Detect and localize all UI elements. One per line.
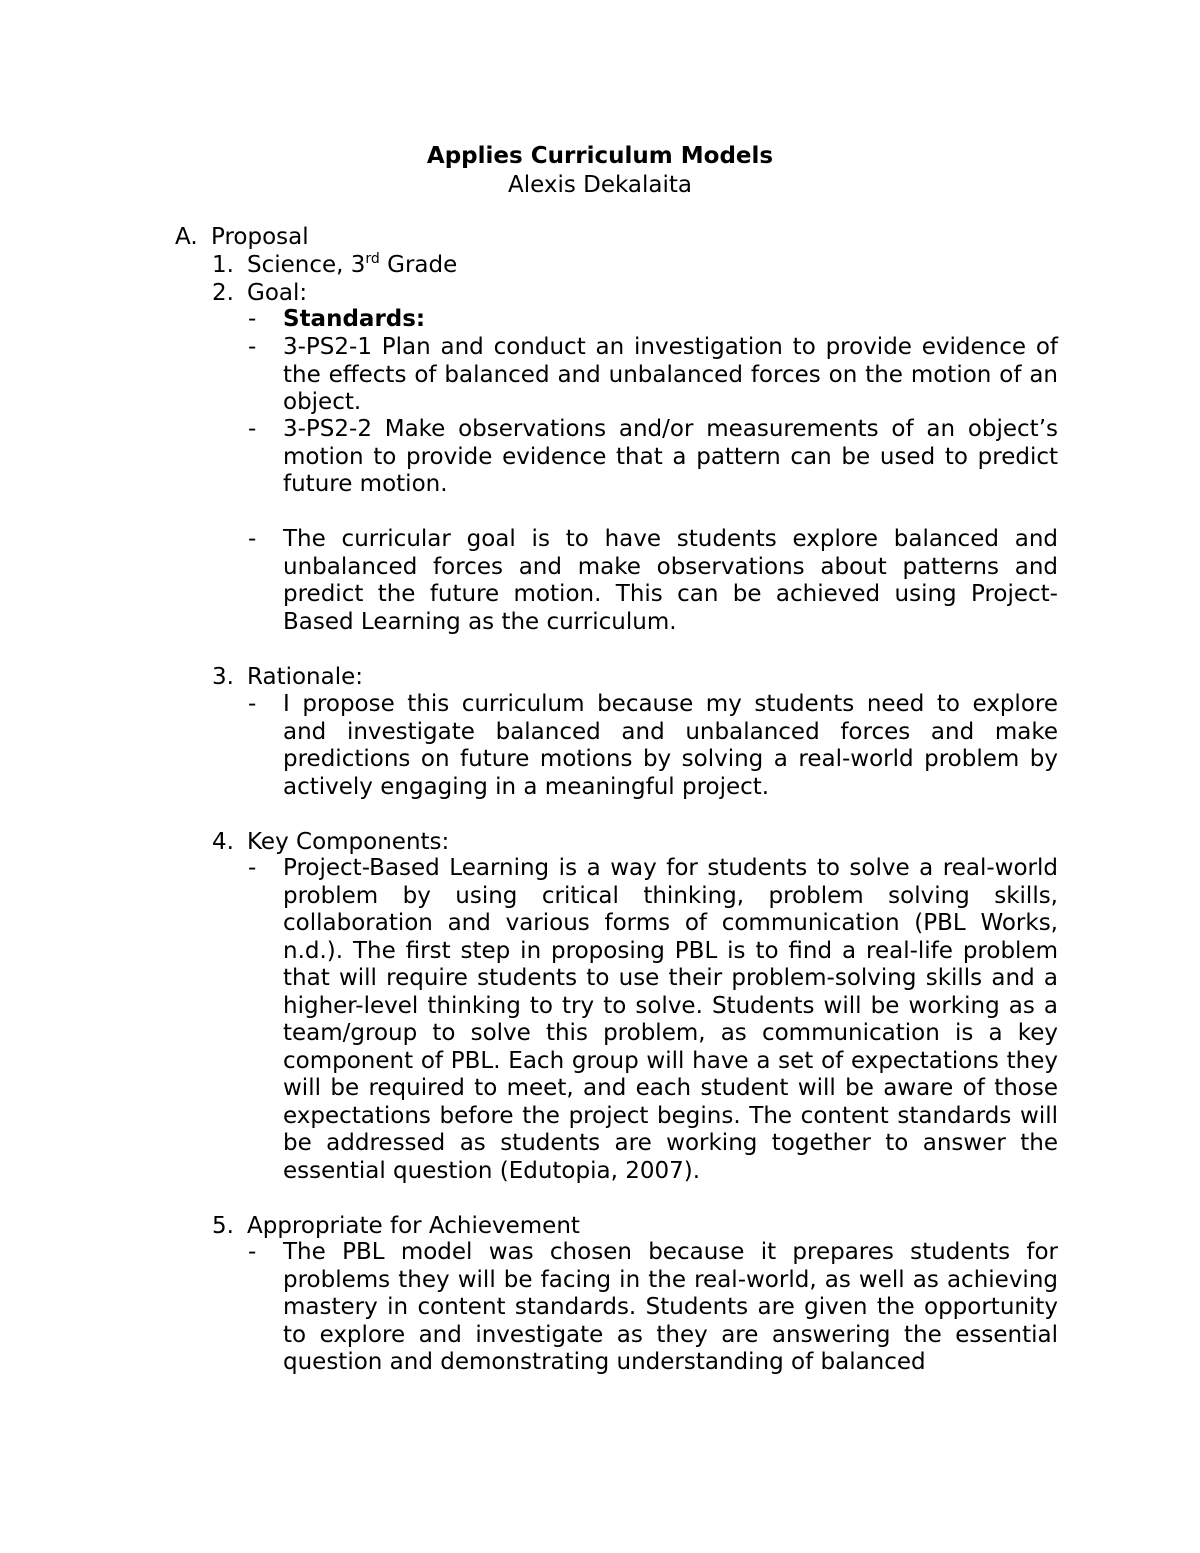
bullet-dash: - xyxy=(248,1239,257,1265)
item-1-text xyxy=(247,251,457,279)
item-4-marker: 4. xyxy=(212,829,234,855)
item-1-text-after: Grade xyxy=(379,252,458,278)
bullet-dash: - xyxy=(248,691,257,717)
item-2-title: Goal: xyxy=(247,280,308,306)
bullet-dash: - xyxy=(248,526,257,552)
document-title: Applies Curriculum Models xyxy=(426,143,774,169)
item-1-text-before: Science, 3 xyxy=(247,252,366,278)
section-a-marker: A. xyxy=(175,224,198,250)
standard-3-ps2-1: 3-PS2-1 Plan and conduct an investigation to provide evidence of the effects of balanced and unbalanced forces on the motion of an object. xyxy=(283,334,1058,415)
key-components-paragraph: Project-Based Learning is a way for students to solve a real-world problem by using critical thinking, problem solving skills, collaboration and various forms of communication (PBL Works, n.d.). The first step in proposing PBL is to find a real-life problem that will require students to use their problem-solving skills and a higher-level thinking to try to solve. Students will be working as a team/group to solve this problem, as communication is a key component of PBL. Each group will have a set of expectations they will be required to meet, and each student will be aware of those expectations before the project begins. The content standards will be addressed as students are working together to answer the essential question (Edutopia, 2007). xyxy=(283,855,1058,1184)
section-a-title: Proposal xyxy=(211,224,309,250)
bullet-dash: - xyxy=(248,855,257,881)
achievement-paragraph: The PBL model was chosen because it prepares students for problems they will be facing in the real-world, as well as achieving mastery in content standards. Students are given the opportunity to explore and investigate as they are answering the essential question and demonstrating understanding of balanced xyxy=(283,1239,1058,1375)
item-1-marker: 1. xyxy=(212,252,234,278)
item-3-title: Rationale: xyxy=(247,664,364,690)
item-1-superscript: rd xyxy=(365,251,380,267)
bullet-dash: - xyxy=(248,416,257,442)
bullet-dash: - xyxy=(248,334,257,360)
curricular-goal-paragraph: The curricular goal is to have students explore balanced and unbalanced forces and make observations about patterns and predict the future motion. This can be achieved using Project-Based Learning as the curriculum. xyxy=(283,526,1058,635)
item-5-marker: 5. xyxy=(212,1213,234,1239)
rationale-paragraph: I propose this curriculum because my students need to explore and investigate balanced and unbalanced forces and make predictions on future motions by solving a real-world problem by actively engaging in a meaningful project. xyxy=(283,691,1058,800)
item-5-title: Appropriate for Achievement xyxy=(247,1213,580,1239)
item-2-marker: 2. xyxy=(212,280,234,306)
item-4-title: Key Components: xyxy=(247,829,450,855)
item-3-marker: 3. xyxy=(212,664,234,690)
bullet-dash: - xyxy=(248,306,257,332)
standards-heading: Standards: xyxy=(283,306,426,332)
document-author: Alexis Dekalaita xyxy=(507,172,693,198)
standard-3-ps2-2: 3-PS2-2 Make observations and/or measurements of an object’s motion to provide evidence that a pattern can be used to predict future motion. xyxy=(283,416,1058,497)
